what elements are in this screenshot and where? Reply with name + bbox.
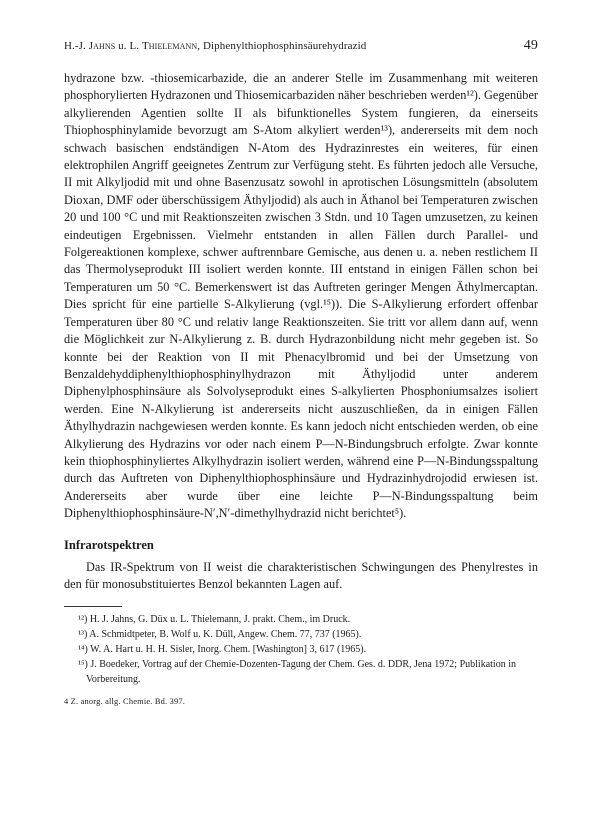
header-citation: H.-J. Jahns u. L. Thielemann, Diphenylthiophosphinsäurehydrazid: [64, 40, 367, 52]
footnote-13: ¹³) A. Schmidtpeter, B. Wolf u. K. Düll, Angew. Chem. 77, 737 (1965).: [78, 629, 362, 641]
author-thielemann: Thielemann: [141, 40, 198, 52]
page: [64, 38, 538, 706]
footnote-14: ¹⁴) W. A. Hart u. H. H. Sisler, Inorg. Chem. [Washington] 3, 617 (1965).: [78, 644, 367, 656]
author-jahns: Jahns: [88, 40, 116, 52]
page-number: 49: [523, 38, 538, 53]
body: [64, 70, 538, 593]
journal-footer: 4 Z. anorg. allg. Chemie. Bd. 397.: [64, 697, 186, 707]
section-heading: Infrarotspektren: [64, 537, 154, 552]
running-header: [64, 38, 538, 54]
footnote-divider: [64, 606, 122, 607]
footnotes: [64, 612, 538, 687]
article-title: , Diphenylthiophosphinsäurehydrazid: [197, 40, 367, 52]
section-paragraph: Das IR-Spektrum von II weist die charakteristischen Schwingungen des Phenylrestes in den für monosubstituiertes Benzol bekannten Lagen auf.: [64, 559, 538, 591]
footnote-15: ¹⁵) J. Boedeker, Vortrag auf der Chemie-Dozenten-Tagung der Chem. Ges. d. DDR, Jena 1972; Publikation in Vorbereitung.: [78, 659, 516, 686]
body-paragraph: hydrazone bzw. -thiosemicarbazide, die an anderer Stelle im Zusammenhang mit weiteren phosphorylierten Hydrazonen und Thiosemicarbaziden näher beschrieben werden¹²). Gegenüber alkylierenden Agentien sollte II als bifunktionelles System fungieren, da einerseits Thiophosphinylamide bevorzugt am S-Atom alkyliert werden¹³), andererseits mit dem noch schwach basischen endständigen N-Atom des Hydrazinrestes ein weiteres, für einen elektrophilen Angriff geeignetes Zentrum zur Verfügung steht. Es führten jedoch alle Versuche, II mit Alkyljodid mit und ohne Basenzusatz sowohl in aprotischen Lösungsmitteln (absolutem Dioxan, DMF oder überschüssigem Äthyljodid) als auch in Äthanol bei Temperaturen zwischen 20 und 100 °C und mit Reaktionszeiten zwischen 3 Stdn. und 10 Tagen umzusetzen, zu keinen eindeutigen Ergebnissen. Vielmehr entstanden in allen Fällen durch Parallel- und Folgereaktionen komplexe, schwer auftrennbare Gemische, aus denen u. a. neben restlichem II das Thermolyseprodukt III isoliert werden konnte. III entstand in einigen Fällen schon bei Temperaturen um 50 °C. Bemerkenswert ist das Auftreten geringer Mengen Äthylmercaptan. Dies spricht für eine partielle S-Alkylierung (vgl.¹⁵)). Die S-Alkylierung erfordert offenbar Temperaturen über 80 °C und relativ lange Reaktionszeiten. Sie tritt vor allem dann auf, wenn die Möglichkeit zur N-Alkylierung z. B. durch Hydrazonbildung nicht mehr gegeben ist. So konnte bei der Reaktion von II mit Phenacylbromid und bei der Umsetzung von Benzaldehyddiphenylthiophosphinylhydrazon mit Äthyljodid unter anderem Diphenylphosphinsäure als Solvolyseprodukt eines S-alkylierten Phosphoniumsalzes isoliert werden. Eine N-Alkylierung ist andererseits nicht auszuschließen, da in einigen Fällen Äthylhydrazin nachgewiesen werden konnte. Es kann jedoch nicht entschieden werden, ob eine Alkylierung des Hydrazins vor oder nach einem P—N-Bindungsbruch erfolgte. Zwar konnte kein thiophosphinyliertes Alkylhydrazin isoliert werden, während eine P—N-Bindungsspaltung durch das Auftreten von Diphenylthiophosphinsäure und Hydrazinhydrojodid erwiesen ist. Andererseits aber wurde über eine leichte P—N-Bindungsspaltung beim Diphenylthiophosphinsäure-N′,N′-dimethylhydrazid nicht berichtet⁵).: [64, 71, 538, 521]
footnote-12: ¹²) H. J. Jahns, G. Düx u. L. Thielemann, J. prakt. Chem., im Druck.: [78, 614, 351, 626]
